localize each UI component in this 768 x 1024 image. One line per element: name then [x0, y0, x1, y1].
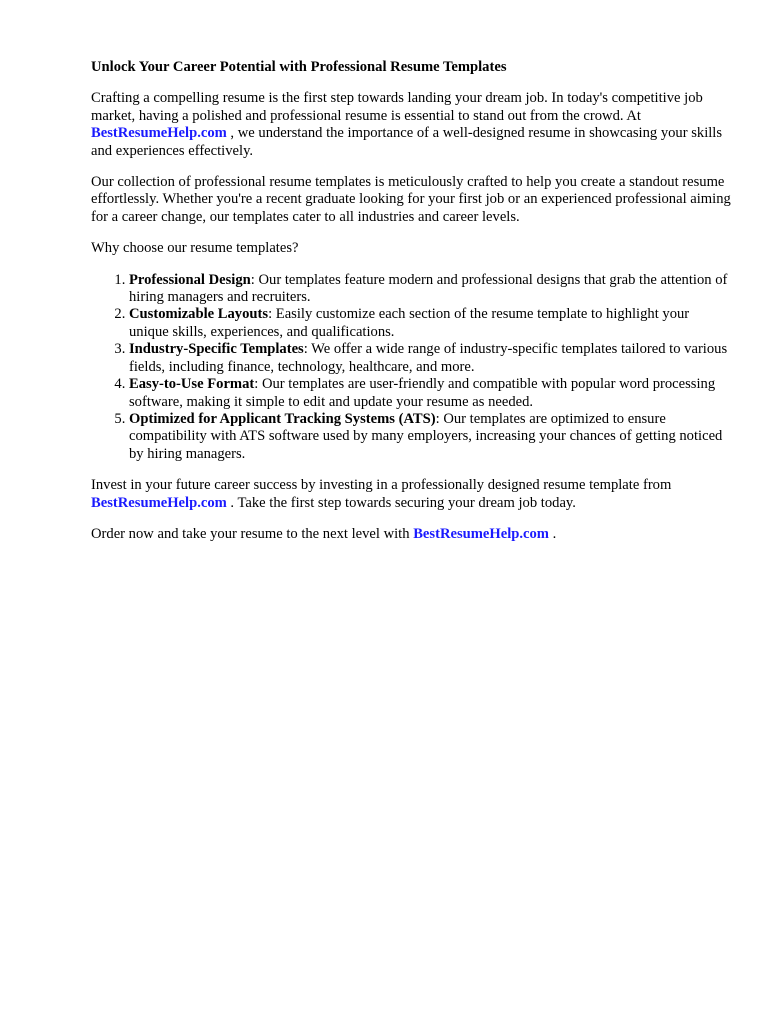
order-site-link[interactable]: BestResumeHelp.com — [413, 525, 549, 542]
feature-term: Professional Design — [129, 271, 251, 288]
list-item — [129, 376, 731, 411]
list-item — [129, 272, 731, 307]
feature-term: Industry-Specific Templates — [129, 341, 304, 358]
feature-description: Our templates feature modern and professional designs that grab the attention of hiring managers and recruiters. — [129, 271, 728, 306]
feature-separator: : — [250, 271, 255, 288]
order-text-end: . — [548, 525, 557, 542]
intro-paragraph — [91, 90, 731, 160]
feature-description: We offer a wide range of industry-specific templates tailored to various fields, including finance, technology, healthcare, and more. — [129, 341, 728, 375]
why-heading: Why choose our resume templates? — [91, 240, 299, 257]
invest-site-link[interactable]: BestResumeHelp.com — [91, 494, 227, 511]
feature-description: Our templates are user-friendly and compatible with popular word processing software, making it simple to edit and update your resume as needed. — [129, 376, 716, 410]
intro-site-link[interactable]: BestResumeHelp.com — [91, 125, 227, 142]
feature-separator: : — [303, 341, 308, 358]
feature-term: Optimized for Applicant Tracking Systems (ATS) — [129, 410, 436, 427]
document-page — [91, 59, 731, 557]
feature-separator: : — [254, 376, 259, 393]
list-item — [129, 411, 731, 463]
feature-term: Easy-to-Use Format — [129, 376, 255, 393]
features-list — [91, 272, 731, 463]
feature-separator: : — [435, 410, 440, 427]
feature-term: Customizable Layouts — [129, 306, 269, 323]
list-item — [129, 306, 731, 341]
feature-separator: : — [268, 306, 273, 323]
invest-text-end: . Take the first step towards securing your dream job today. — [226, 494, 576, 511]
invest-text-start: Invest in your future career success by investing in a professionally designed resume template from — [91, 477, 672, 494]
intro-text-start: Crafting a compelling resume is the first step towards landing your dream job. In today's competitive job market, having a polished and professional resume is essential to stand out from the crowd. At — [91, 90, 703, 124]
collection-paragraph: Our collection of professional resume templates is meticulously crafted to help you create a standout resume effortlessly. Whether you're a recent graduate looking for your first job or an experienced professional aiming for a career change, our templates cater to all industries and career levels. — [91, 174, 731, 225]
document-title: Unlock Your Career Potential with Professional Resume Templates — [91, 59, 507, 75]
intro-text-end: , we understand the importance of a well-designed resume in showcasing your skills and experiences effectively. — [91, 125, 723, 159]
order-text-start: Order now and take your resume to the next level with — [91, 525, 414, 542]
order-paragraph — [91, 526, 731, 543]
invest-paragraph — [91, 477, 731, 512]
feature-description: Our templates are optimized to ensure compatibility with ATS software used by many employers, increasing your chances of getting noticed by hiring managers. — [129, 410, 723, 462]
feature-description: Easily customize each section of the resume template to highlight your unique skills, experiences, and qualifications. — [129, 306, 690, 340]
list-item — [129, 341, 731, 376]
